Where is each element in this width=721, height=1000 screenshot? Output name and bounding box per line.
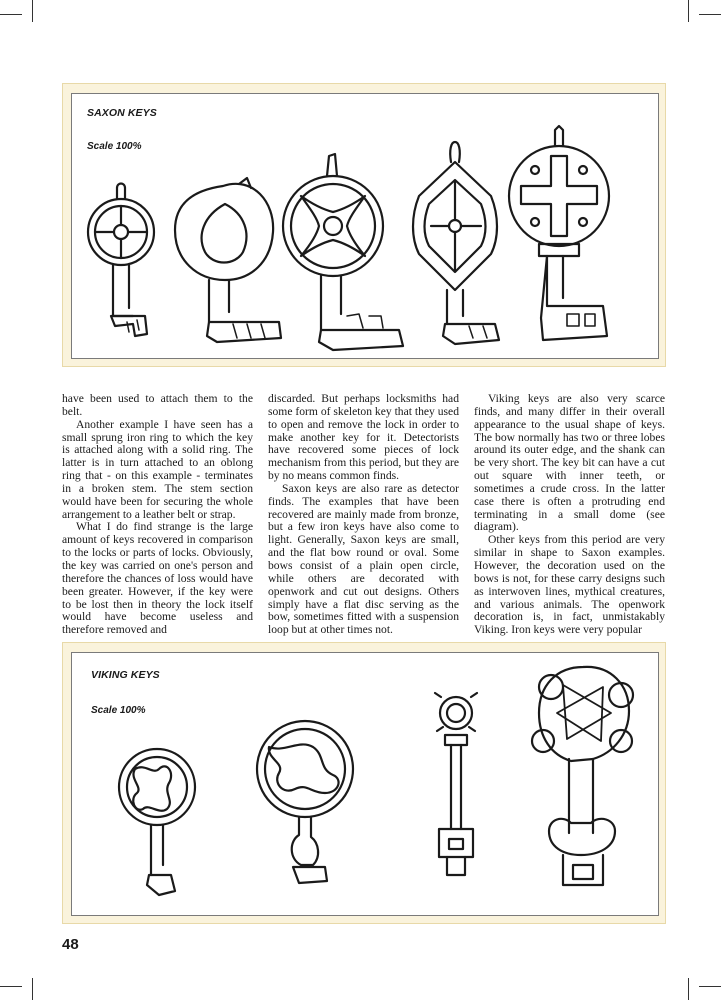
viking-keys-illustration bbox=[63, 643, 667, 925]
paragraph: Viking keys are also very scarce finds, and many differ in their overall appearance to the usual shape of keys. The bow normally has two or three lobes around its outer edge, and the shank can be very short. The key bit can have a cut out square with inner teeth, or sometimes a crude cross. In the latter case there is often a protruding end terminating in a small dome (see diagram). bbox=[474, 392, 665, 534]
viking-key-openwork-ring-illustration bbox=[257, 721, 353, 883]
viking-panel-title: VIKING KEYS bbox=[91, 669, 160, 681]
crop-mark bbox=[32, 0, 33, 22]
text-column-3 bbox=[474, 393, 665, 637]
saxon-panel-scale: Scale 100% bbox=[87, 141, 142, 152]
saxon-keys-panel bbox=[62, 83, 666, 367]
crop-mark bbox=[688, 0, 689, 22]
page-number: 48 bbox=[62, 936, 79, 953]
viking-key-ring-illustration bbox=[119, 749, 195, 895]
paragraph: discarded. But perhaps locksmiths had some form of skeleton key that they used to open and remove the lock in order to make another key for it. Detectorists have recovered some pieces of lock mechanism from this period, but they are by no means common finds. bbox=[268, 392, 459, 483]
saxon-key-oval-illustration bbox=[175, 178, 281, 342]
text-column-1 bbox=[62, 393, 253, 637]
text-column-2 bbox=[268, 393, 459, 637]
crop-mark bbox=[699, 14, 721, 15]
saxon-key-disc-illustration bbox=[509, 126, 609, 340]
crop-mark bbox=[0, 986, 22, 987]
viking-key-slender-illustration bbox=[435, 693, 477, 875]
crop-mark bbox=[688, 978, 689, 1000]
viking-panel-scale: Scale 100% bbox=[91, 705, 146, 716]
saxon-keys-illustration bbox=[63, 84, 667, 368]
paragraph: have been used to attach them to the belt. bbox=[62, 392, 253, 418]
paragraph: Other keys from this period are very similar in shape to Saxon examples. However, the decoration used on the bows is not, for these carry designs such as interwoven lines, mythical creatures, and various animals. The openwork decoration is, in fact, unmistakably Viking. Iron keys were very popular bbox=[474, 533, 665, 637]
paragraph: What I do find strange is the large amount of keys recovered in comparison to the locks or parts of locks. Obviously, the key was carried on one's person and therefore the chances of loss would have been greater. However, if the key were to be lost then in theory the lock itself would have become useless and therefore removed and bbox=[62, 520, 253, 637]
crop-mark bbox=[0, 14, 22, 15]
viking-key-lobed-illustration bbox=[532, 667, 633, 885]
viking-keys-panel bbox=[62, 642, 666, 924]
saxon-key-diamond-illustration bbox=[413, 142, 499, 344]
crop-mark bbox=[32, 978, 33, 1000]
paragraph: Saxon keys are also rare as detector finds. The examples that have been recovered are mainly made from bronze, but a few iron keys have also come to light. Generally, Saxon keys are small, and the flat bow round or oval. Some bows consist of a plain open circle, while others are decorated with openwork and cut out designs. Others simply have a flat disc serving as the bow, sometimes fitted with a suspension loop but at other times not. bbox=[268, 481, 459, 637]
paragraph: Another example I have seen has a small sprung iron ring to which the key is attached along with a solid ring. The latter is in turn attached to an oblong ring that - on this example - terminates in a broken stem. The stem section would have been for securing the whole arrangement to a leather belt or strap. bbox=[62, 417, 253, 521]
saxon-key-openwork-illustration bbox=[283, 154, 403, 350]
crop-mark bbox=[699, 986, 721, 987]
saxon-panel-title: SAXON KEYS bbox=[87, 107, 157, 119]
saxon-key-wheel-illustration bbox=[88, 184, 154, 337]
